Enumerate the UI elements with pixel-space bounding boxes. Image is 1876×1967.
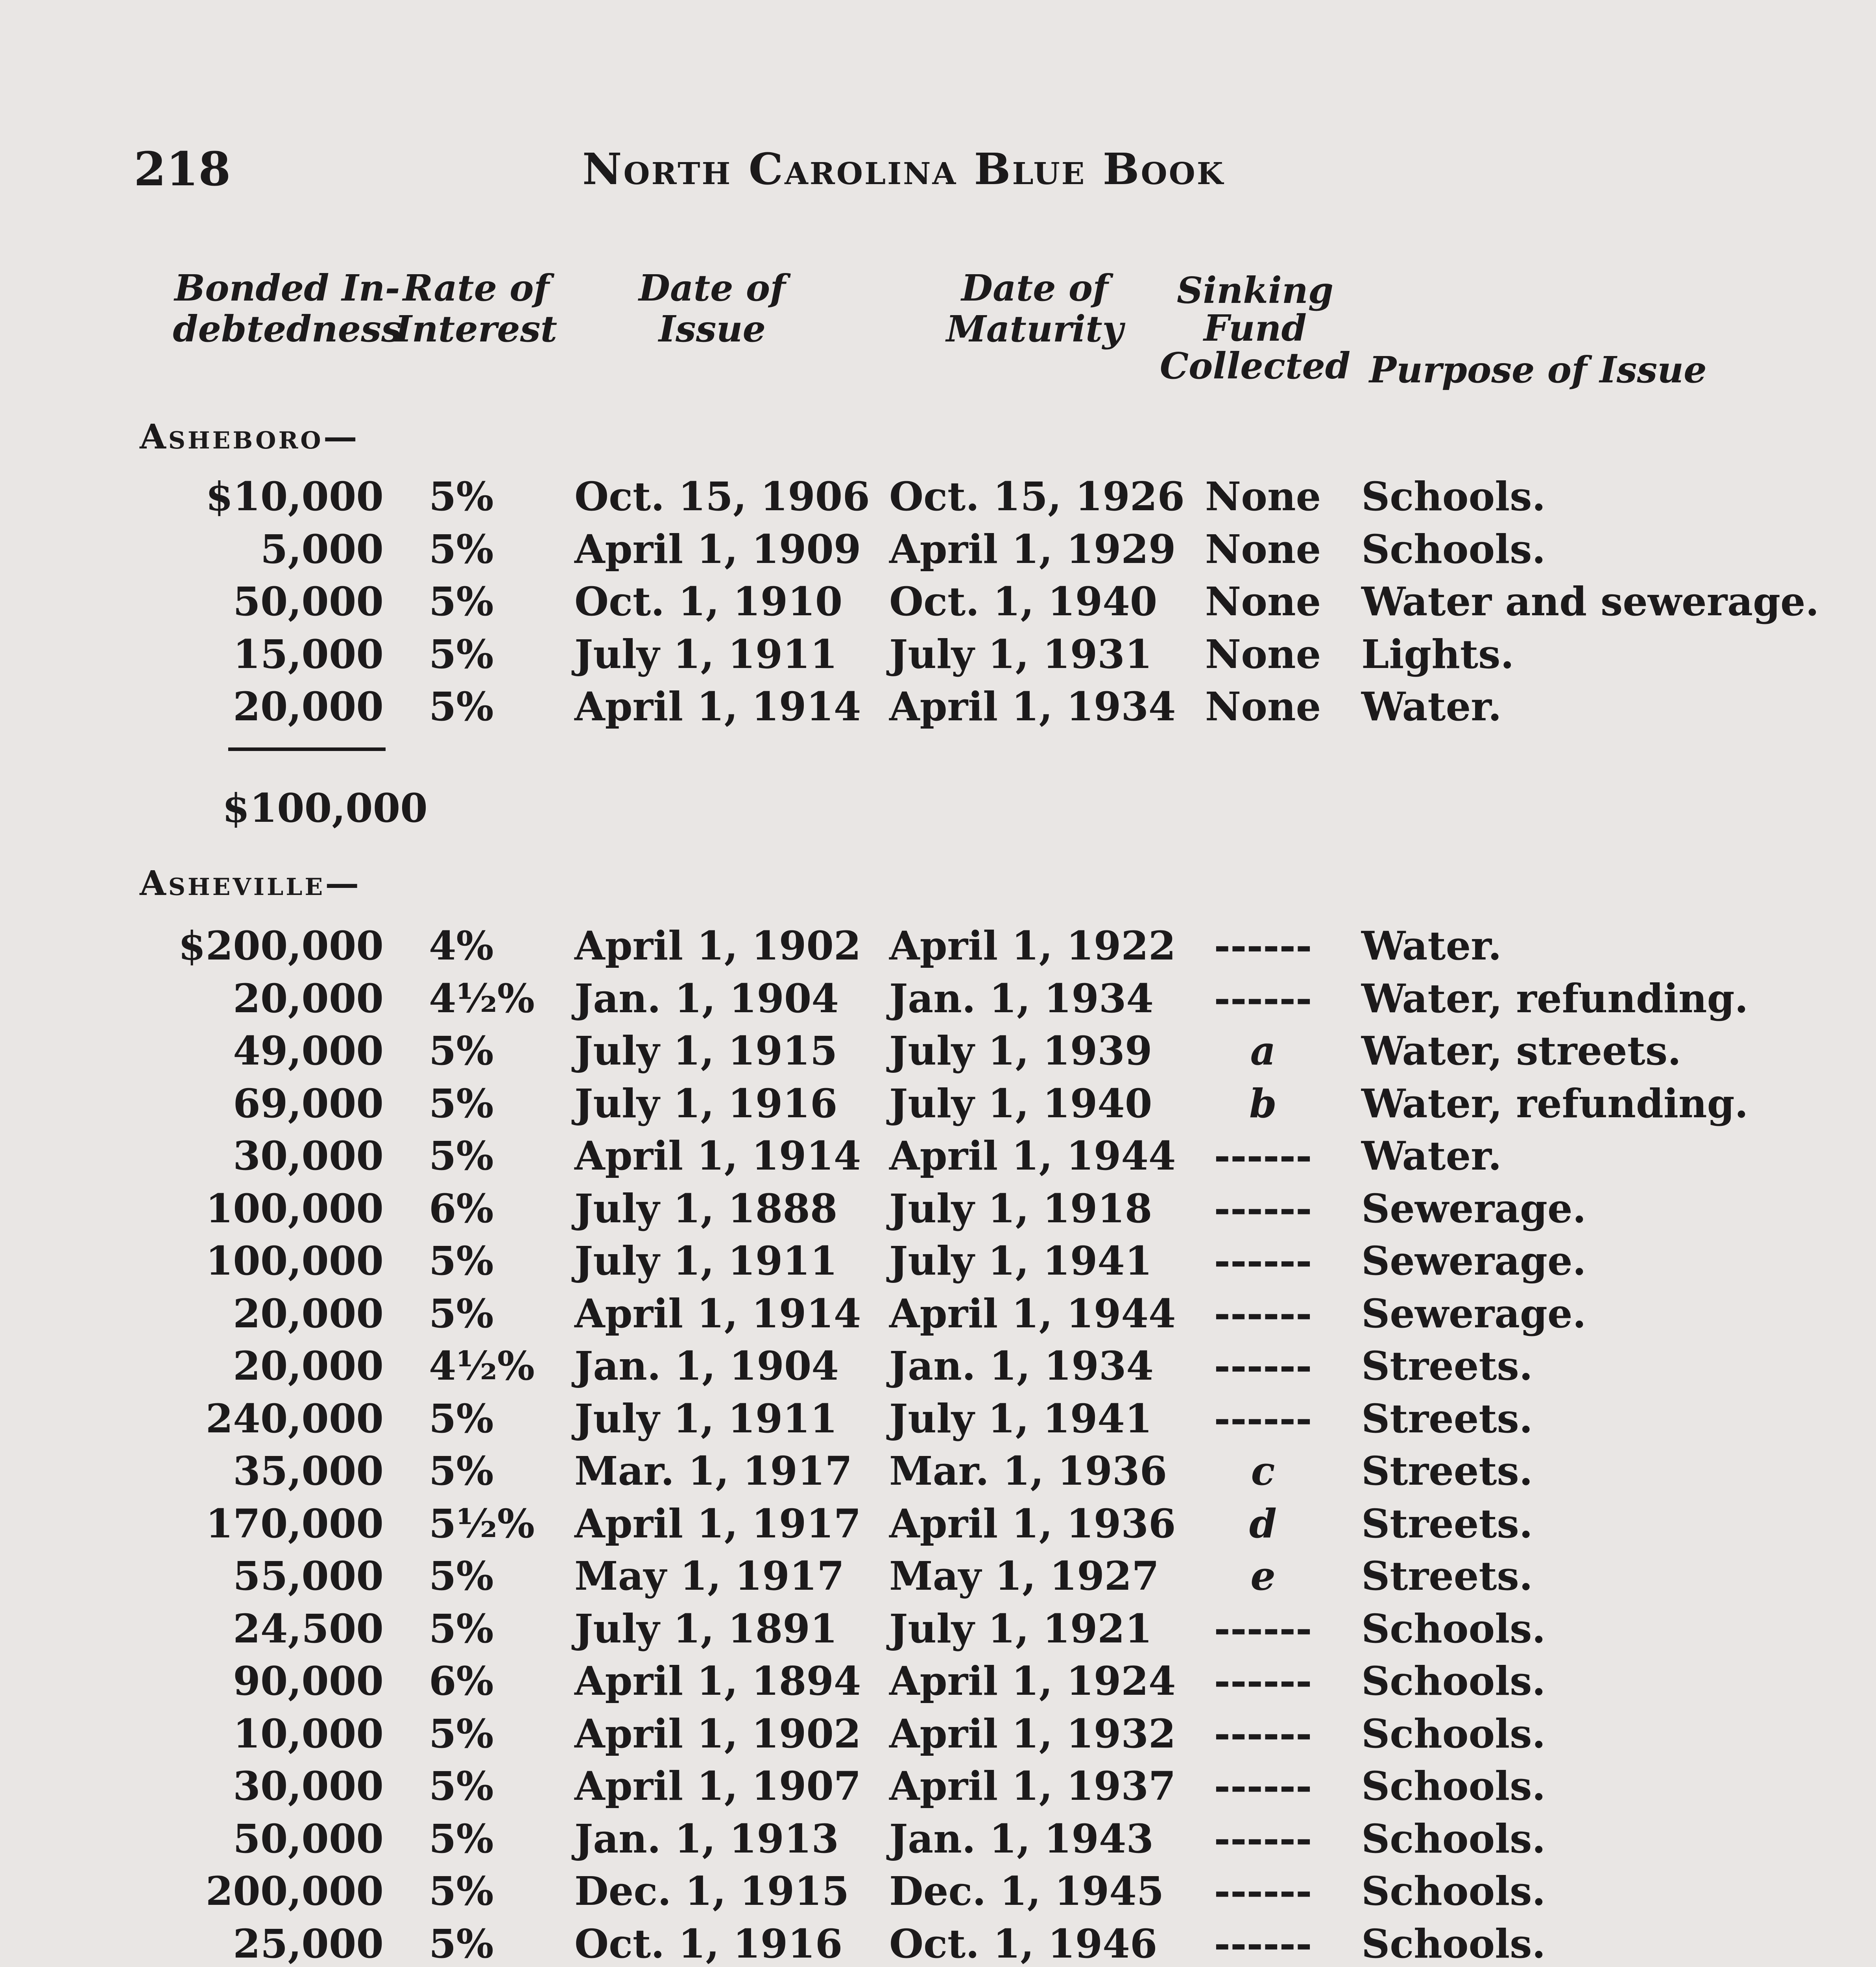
purpose: Water.: [1361, 1133, 1502, 1179]
sinking-fund: ------: [1214, 1185, 1312, 1232]
issue-date: May 1, 1917: [574, 1553, 844, 1599]
interest-rate: 5%: [429, 1238, 494, 1284]
table-row: [0, 1550, 1876, 1603]
running-head: North Carolina Blue Book: [582, 144, 1225, 194]
table-row: [0, 471, 1876, 523]
sinking-fund: None: [1205, 473, 1321, 520]
interest-rate: 5%: [429, 1553, 494, 1599]
interest-rate: 5%: [429, 1290, 494, 1337]
bond-amount: 50,000: [233, 578, 384, 625]
interest-rate: 4%: [429, 923, 494, 969]
interest-rate: 5%: [429, 1763, 494, 1809]
interest-rate: 5%: [429, 1710, 494, 1757]
sinking-fund: ------: [1214, 1133, 1312, 1179]
sinking-fund: ------: [1214, 1763, 1312, 1809]
sinking-fund: None: [1205, 578, 1321, 625]
purpose: Streets.: [1361, 1500, 1533, 1547]
interest-rate: 5%: [429, 1605, 494, 1652]
maturity-date: July 1, 1941: [889, 1395, 1152, 1442]
table-row: [0, 972, 1876, 1025]
table-row: [0, 1498, 1876, 1550]
maturity-date: Jan. 1, 1943: [889, 1815, 1154, 1862]
table-row: [0, 1288, 1876, 1340]
bond-amount: 20,000: [233, 1343, 384, 1389]
maturity-date: April 1, 1936: [889, 1500, 1176, 1547]
maturity-date: Oct. 15, 1926: [889, 473, 1185, 520]
issue-date: April 1, 1917: [574, 1500, 861, 1547]
header-purpose-of-issue: Purpose of Issue: [1369, 349, 1707, 391]
sinking-fund: None: [1205, 526, 1321, 572]
bond-amount: 200,000: [205, 1868, 384, 1914]
table-row: [0, 1760, 1876, 1813]
maturity-date: April 1, 1922: [889, 923, 1176, 969]
sinking-fund: None: [1205, 683, 1321, 730]
bond-amount: 240,000: [205, 1395, 384, 1442]
issue-date: July 1, 1888: [574, 1185, 838, 1232]
purpose: Water.: [1361, 923, 1502, 969]
sinking-fund: ------: [1214, 1343, 1312, 1389]
header-date-of-maturity: Date of Maturity: [946, 267, 1124, 350]
issue-date: July 1, 1916: [574, 1080, 838, 1127]
interest-rate: 5%: [429, 1395, 494, 1442]
purpose: Water.: [1361, 683, 1502, 730]
sinking-fund: c: [1251, 1448, 1275, 1494]
asheboro-total: $100,000: [222, 785, 428, 831]
sinking-fund: ------: [1214, 1815, 1312, 1862]
interest-rate: 5%: [429, 1868, 494, 1914]
table-row: [0, 523, 1876, 576]
table-row: [0, 1130, 1876, 1183]
issue-date: July 1, 1891: [574, 1605, 838, 1652]
sinking-fund: b: [1249, 1080, 1277, 1127]
purpose: Schools.: [1361, 1605, 1546, 1652]
sinking-fund: ------: [1214, 1290, 1312, 1337]
sinking-fund: ------: [1214, 923, 1312, 969]
bond-amount: $200,000: [178, 923, 384, 969]
issue-date: April 1, 1894: [574, 1658, 861, 1704]
table-row: [0, 920, 1876, 972]
table-row: [0, 1235, 1876, 1288]
interest-rate: 5%: [429, 1815, 494, 1862]
maturity-date: Oct. 1, 1940: [889, 578, 1158, 625]
issue-date: Oct. 1, 1916: [574, 1920, 843, 1967]
maturity-date: July 1, 1918: [889, 1185, 1152, 1232]
bond-amount: 50,000: [233, 1815, 384, 1862]
issue-date: Mar. 1, 1917: [574, 1448, 853, 1494]
interest-rate: 5½%: [429, 1500, 535, 1547]
purpose: Water and sewerage.: [1361, 578, 1819, 625]
issue-date: Jan. 1, 1904: [574, 1343, 839, 1389]
table-row: [0, 1655, 1876, 1708]
purpose: Sewerage.: [1361, 1185, 1586, 1232]
maturity-date: April 1, 1937: [889, 1763, 1176, 1809]
table-row: [0, 1183, 1876, 1235]
maturity-date: Oct. 1, 1946: [889, 1920, 1158, 1967]
issue-date: April 1, 1907: [574, 1763, 861, 1809]
sinking-fund: a: [1250, 1028, 1276, 1074]
maturity-date: July 1, 1931: [889, 631, 1152, 677]
asheboro-table: [0, 471, 1876, 733]
purpose: Sewerage.: [1361, 1238, 1586, 1284]
purpose: Schools.: [1361, 1868, 1546, 1914]
purpose: Water, streets.: [1361, 1028, 1681, 1074]
bond-amount: $10,000: [205, 473, 384, 520]
table-row: [0, 576, 1876, 628]
purpose: Schools.: [1361, 1815, 1546, 1862]
table-row: [0, 628, 1876, 681]
bond-amount: 30,000: [233, 1763, 384, 1809]
header-date-of-issue: Date of Issue: [639, 267, 786, 350]
purpose: Streets.: [1361, 1553, 1533, 1599]
interest-rate: 5%: [429, 1920, 494, 1967]
bond-amount: 15,000: [233, 631, 384, 677]
issue-date: April 1, 1902: [574, 1710, 861, 1757]
header-bonded-indebtedness: Bonded In- debtedness: [173, 267, 402, 350]
sinking-fund: ------: [1214, 1710, 1312, 1757]
table-row: [0, 1445, 1876, 1498]
sinking-fund: ------: [1214, 1658, 1312, 1704]
maturity-date: July 1, 1939: [889, 1028, 1152, 1074]
purpose: Streets.: [1361, 1448, 1533, 1494]
purpose: Water, refunding.: [1361, 975, 1749, 1022]
purpose: Schools.: [1361, 1763, 1546, 1809]
purpose: Streets.: [1361, 1343, 1533, 1389]
purpose: Sewerage.: [1361, 1290, 1586, 1337]
purpose: Schools.: [1361, 473, 1546, 520]
bond-amount: 20,000: [233, 1290, 384, 1337]
issue-date: July 1, 1915: [574, 1028, 838, 1074]
sinking-fund: ------: [1214, 1238, 1312, 1284]
maturity-date: April 1, 1932: [889, 1710, 1176, 1757]
issue-date: July 1, 1911: [574, 1395, 838, 1442]
maturity-date: Mar. 1, 1936: [889, 1448, 1167, 1494]
interest-rate: 5%: [429, 1133, 494, 1179]
table-row: [0, 1393, 1876, 1445]
purpose: Schools.: [1361, 526, 1546, 572]
page-number: 218: [134, 142, 231, 196]
maturity-date: April 1, 1924: [889, 1658, 1176, 1704]
bond-amount: 30,000: [233, 1133, 384, 1179]
table-row: [0, 1708, 1876, 1760]
bond-amount: 10,000: [233, 1710, 384, 1757]
purpose: Schools.: [1361, 1920, 1546, 1967]
maturity-date: July 1, 1941: [889, 1238, 1152, 1284]
purpose: Schools.: [1361, 1710, 1546, 1757]
header-sinking-fund: Sinking Fund Collected: [1160, 269, 1351, 387]
bond-amount: 100,000: [205, 1185, 384, 1232]
table-row: [0, 1865, 1876, 1918]
purpose: Schools.: [1361, 1658, 1546, 1704]
bond-amount: 20,000: [233, 683, 384, 730]
interest-rate: 5%: [429, 1448, 494, 1494]
interest-rate: 5%: [429, 1080, 494, 1127]
bond-amount: 90,000: [233, 1658, 384, 1704]
bond-amount: 35,000: [233, 1448, 384, 1494]
subtotal-rule: [228, 747, 386, 751]
interest-rate: 6%: [429, 1658, 494, 1704]
table-row: [0, 1025, 1876, 1078]
maturity-date: Dec. 1, 1945: [889, 1868, 1164, 1914]
issue-date: Dec. 1, 1915: [574, 1868, 849, 1914]
sinking-fund: d: [1249, 1500, 1277, 1547]
sinking-fund: ------: [1214, 1605, 1312, 1652]
sinking-fund: ------: [1214, 1920, 1312, 1967]
maturity-date: May 1, 1927: [889, 1553, 1159, 1599]
interest-rate: 4½%: [429, 975, 535, 1022]
bond-amount: 5,000: [260, 526, 384, 572]
interest-rate: 6%: [429, 1185, 494, 1232]
sinking-fund: ------: [1214, 1868, 1312, 1914]
bond-amount: 69,000: [233, 1080, 384, 1127]
issue-date: April 1, 1914: [574, 683, 861, 730]
purpose: Water, refunding.: [1361, 1080, 1749, 1127]
bond-amount: 24,500: [233, 1605, 384, 1652]
maturity-date: Jan. 1, 1934: [889, 975, 1154, 1022]
table-row: [0, 1340, 1876, 1393]
issue-date: Jan. 1, 1904: [574, 975, 839, 1022]
section-title-asheville: Asheville—: [140, 864, 362, 903]
maturity-date: April 1, 1944: [889, 1133, 1176, 1179]
bond-amount: 49,000: [233, 1028, 384, 1074]
issue-date: Oct. 1, 1910: [574, 578, 843, 625]
maturity-date: April 1, 1929: [889, 526, 1176, 572]
purpose: Streets.: [1361, 1395, 1533, 1442]
interest-rate: 5%: [429, 473, 494, 520]
interest-rate: 5%: [429, 631, 494, 677]
issue-date: April 1, 1909: [574, 526, 861, 572]
bond-amount: 100,000: [205, 1238, 384, 1284]
interest-rate: 4½%: [429, 1343, 535, 1389]
bond-amount: 55,000: [233, 1553, 384, 1599]
bond-amount: 170,000: [205, 1500, 384, 1547]
table-row: [0, 1603, 1876, 1655]
maturity-date: July 1, 1940: [889, 1080, 1152, 1127]
interest-rate: 5%: [429, 1028, 494, 1074]
bond-amount: 25,000: [233, 1920, 384, 1967]
issue-date: Jan. 1, 1913: [574, 1815, 839, 1862]
issue-date: July 1, 1911: [574, 1238, 838, 1284]
issue-date: April 1, 1914: [574, 1133, 861, 1179]
bond-amount: 20,000: [233, 975, 384, 1022]
purpose: Lights.: [1361, 631, 1514, 677]
sinking-fund: ------: [1214, 975, 1312, 1022]
interest-rate: 5%: [429, 526, 494, 572]
maturity-date: April 1, 1944: [889, 1290, 1176, 1337]
interest-rate: 5%: [429, 578, 494, 625]
table-row: [0, 681, 1876, 733]
maturity-date: July 1, 1921: [889, 1605, 1152, 1652]
table-row: [0, 1078, 1876, 1130]
header-rate-of-interest: Rate of Interest: [395, 267, 558, 350]
issue-date: April 1, 1914: [574, 1290, 861, 1337]
issue-date: Oct. 15, 1906: [574, 473, 870, 520]
sinking-fund: e: [1250, 1553, 1276, 1599]
maturity-date: April 1, 1934: [889, 683, 1176, 730]
table-row: [0, 1813, 1876, 1866]
table-row: [0, 1918, 1876, 1967]
asheville-table: [0, 920, 1876, 1967]
issue-date: April 1, 1902: [574, 923, 861, 969]
sinking-fund: None: [1205, 631, 1321, 677]
interest-rate: 5%: [429, 683, 494, 730]
maturity-date: Jan. 1, 1934: [889, 1343, 1154, 1389]
section-title-asheboro: Asheboro—: [140, 417, 360, 457]
sinking-fund: ------: [1214, 1395, 1312, 1442]
issue-date: July 1, 1911: [574, 631, 838, 677]
